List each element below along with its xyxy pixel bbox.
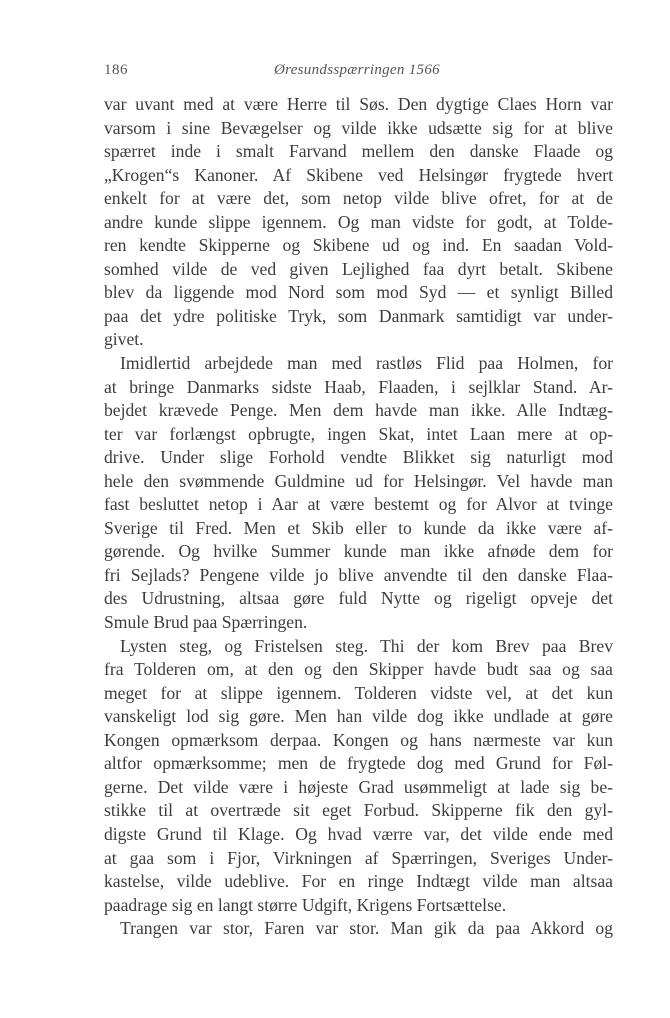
text-line: givet. bbox=[104, 329, 144, 350]
text-line: fra Tolderen om, at den og den Skipper havde budt saa og saa bbox=[104, 659, 613, 680]
text-line: blev da liggende mod Nord som mod Syd — et synligt Billed bbox=[104, 282, 613, 303]
text-line: var uvant med at være Herre til Søs. Den dygtige Claes Horn var bbox=[104, 94, 613, 114]
text-line: drive. Under slige Forhold vendte Blikket sig naturligt mod bbox=[104, 447, 613, 468]
text-line: des Udrustning, altsaa gøre fuld Nytte og rigeligt opveje det bbox=[104, 588, 613, 609]
text-line: vanskeligt lod sig gøre. Men han vilde dog ikke undlade at gøre bbox=[104, 706, 613, 727]
text-line: fast besluttet netop i Aar at være bestemt og for Alvor at tvinge bbox=[104, 494, 613, 515]
text-line: paadrage sig en langt større Udgift, Krigens Fortsættelse. bbox=[104, 894, 507, 915]
text-line: varsom i sine Bevægelser og vilde ikke udsætte sig for at blive bbox=[104, 117, 613, 138]
text-line: at gaa som i Fjor, Virkningen af Spærringen, Sveriges Under- bbox=[104, 847, 613, 868]
text-line: Trangen var stor, Faren var stor. Man gik da paa Akkord og bbox=[120, 918, 613, 939]
text-line: digste Grund til Klage. Og hvad værre var, det vilde ende med bbox=[104, 823, 613, 844]
text-line: Smule Brud paa Spærringen. bbox=[104, 612, 308, 633]
text-line: enkelt for at være det, som netop vilde blive ofret, for at de bbox=[104, 188, 613, 209]
text-line: „Krogen“s Kanoner. Af Skibene ved Helsingør frygtede hvert bbox=[104, 164, 613, 185]
text-line: Imidlertid arbejdede man med rastløs Flid paa Holmen, for bbox=[120, 353, 613, 374]
text-line: gørende. Og hvilke Summer kunde man ikke afnøde dem for bbox=[104, 541, 613, 562]
text-line: hele den svømmende Guldmine ud for Helsingør. Vel havde man bbox=[104, 470, 613, 491]
text-line: spærret inde i smalt Farvand mellem den danske Flaade og bbox=[104, 141, 613, 162]
text-line: ren kendte Skipperne og Skibene ud og ind. En saadan Vold- bbox=[104, 235, 613, 256]
page-number: 186 bbox=[104, 62, 128, 78]
text-line: Kongen opmærksom derpaa. Kongen og hans nærmeste var kun bbox=[104, 729, 613, 750]
text-line: at bringe Danmarks sidste Haab, Flaaden, i sejlklar Stand. Ar- bbox=[104, 376, 613, 397]
text-line: Lysten steg, og Fristelsen steg. Thi der kom Brev paa Brev bbox=[120, 635, 613, 656]
text-line: altfor opmærksomme; men de frygtede dog med Grund for Føl- bbox=[104, 753, 613, 774]
text-line: paa det ydre politiske Tryk, som Danmark samtidigt var under- bbox=[104, 305, 613, 326]
text-line: fri Sejlads? Pengene vilde jo blive anvendte til den danske Flaa- bbox=[104, 564, 613, 585]
text-line: meget for at slippe igennem. Tolderen vidste vel, at det kun bbox=[104, 682, 613, 703]
running-title: Øresundsspærringen 1566 bbox=[274, 62, 440, 78]
text-line: bejdet krævede Penge. Men dem havde man ikke. Alle Indtæg- bbox=[104, 400, 613, 421]
text-line: kastelse, vilde udeblive. For en ringe Indtægt vilde man altsaa bbox=[104, 871, 613, 892]
text-line: andre kunde slippe igennem. Og man vidste for godt, at Tolde- bbox=[104, 211, 613, 232]
body-text bbox=[104, 93, 613, 941]
text-line: ter var forlængst opbrugte, ingen Skat, intet Laan mere at op- bbox=[104, 423, 613, 444]
text-line: somhed vilde de ved given Lejlighed faa dyrt betalt. Skibene bbox=[104, 258, 613, 279]
text-line: gerne. Det vilde være i højeste Grad usømmeligt at lade sig be- bbox=[104, 776, 613, 797]
text-line: Sverige til Fred. Men et Skib eller to kunde da ikke være af- bbox=[104, 517, 613, 538]
text-line: stikke til at overtræde sit eget Forbud. Skipperne fik den gyl- bbox=[104, 800, 613, 821]
running-head bbox=[104, 60, 566, 80]
